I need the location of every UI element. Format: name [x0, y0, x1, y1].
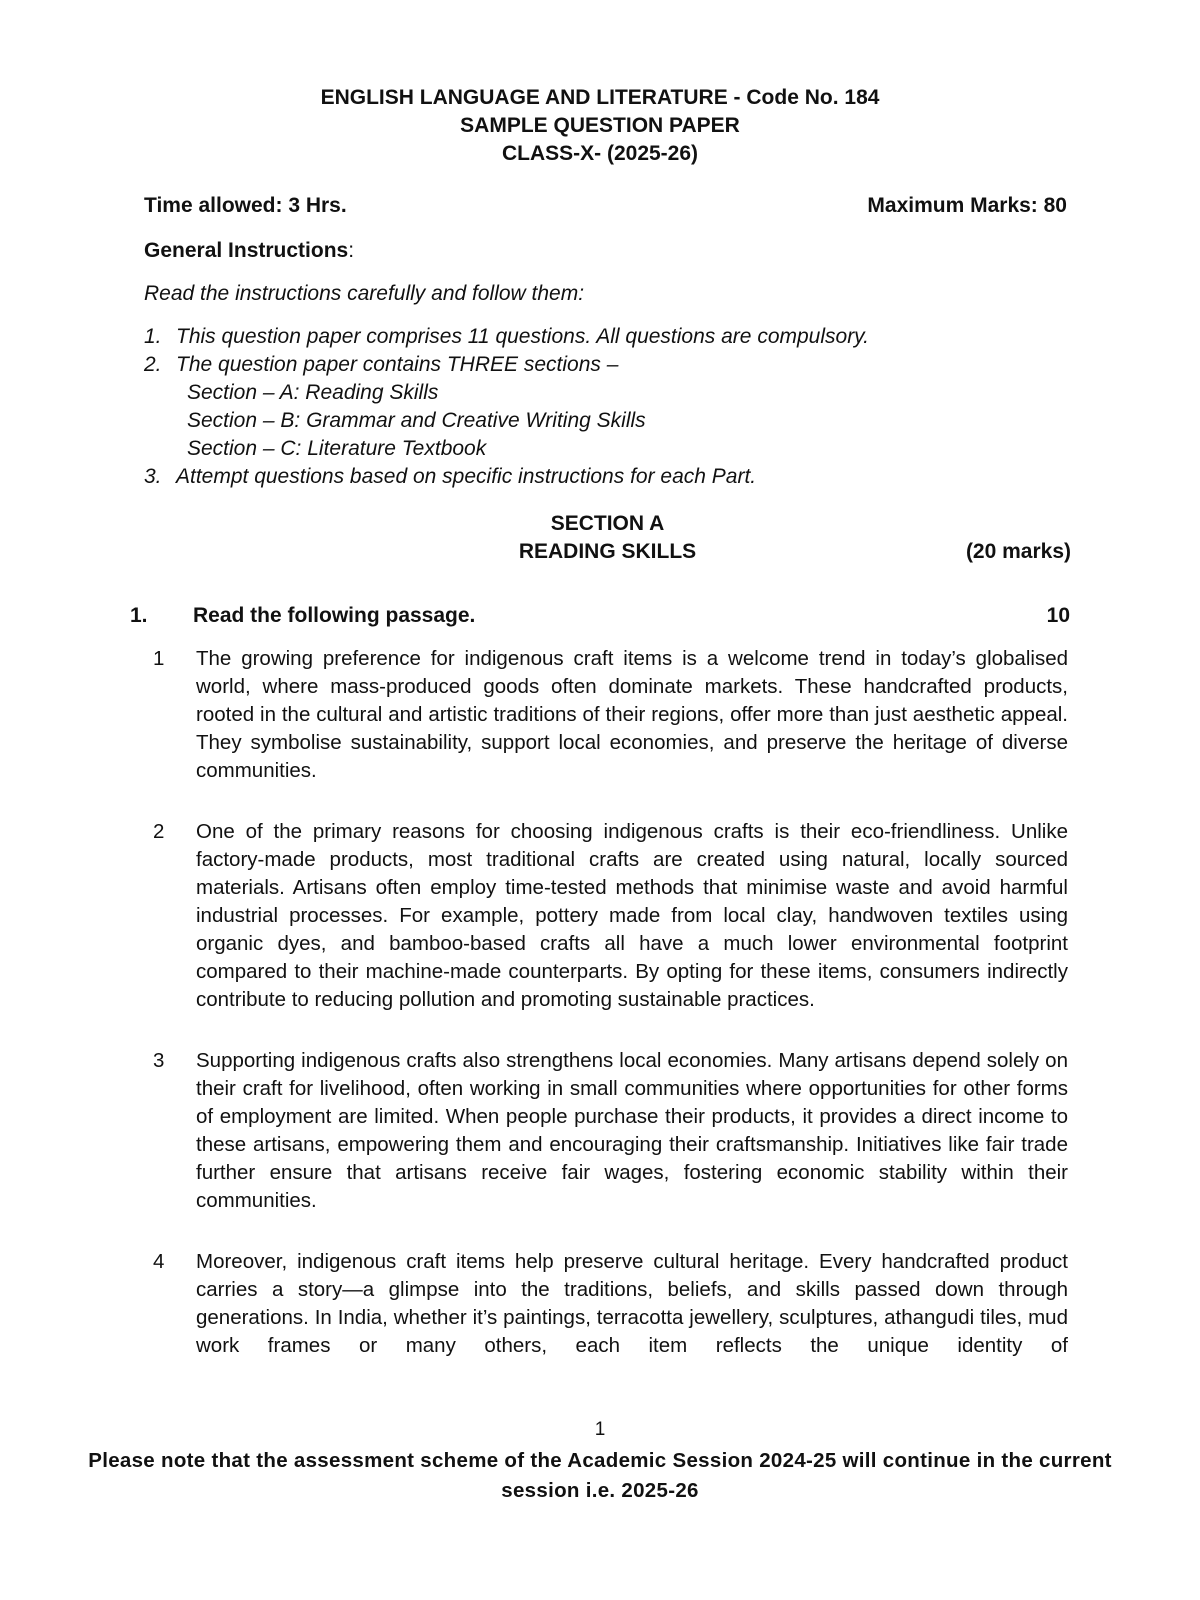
maximum-marks: Maximum Marks: 80 — [867, 194, 1067, 217]
section-subtitle: READING SKILLS — [518, 540, 697, 563]
page-number: 1 — [594, 1419, 606, 1440]
paragraph-number: 2 — [153, 820, 165, 843]
passage-paragraph-4 — [153, 1248, 1068, 1360]
instruction-text: The question paper contains THREE sections – — [176, 353, 619, 376]
instructions-intro: Read the instructions carefully and follow them: — [144, 282, 585, 305]
instruction-text: This question paper comprises 11 questions. All questions are compulsory. — [176, 325, 869, 348]
general-instructions-heading — [144, 237, 1067, 265]
section-marks: (20 marks) — [965, 540, 1071, 563]
passage-paragraph-2 — [153, 818, 1068, 1014]
class-session: CLASS-X- (2025-26) — [501, 142, 699, 165]
time-allowed: Time allowed: 3 Hrs. — [144, 194, 347, 217]
instruction-item-1 — [144, 323, 1067, 351]
section-list-item-b: Section – B: Grammar and Creative Writing Skills — [187, 409, 646, 432]
passage-paragraph-1 — [153, 645, 1068, 785]
footer-note: Please note that the assessment scheme of the Academic Session 2024-25 will continue in the current session i.e. 2025-26 — [88, 1449, 1112, 1502]
paragraph-text: Supporting indigenous crafts also strengthens local economies. Many artisans depend solely on their craft for livelihood, often working in small communities where opportunities for other forms of employment are limited. When people purchase their products, it provides a direct income to these artisans, empowering them and encouraging their craftsmanship. Initiatives like fair trade further ensure that artisans receive fair wages, fostering economic stability within their communities. — [196, 1049, 1068, 1212]
paper-subtitle: SAMPLE QUESTION PAPER — [460, 114, 740, 137]
instruction-number: 3. — [144, 465, 162, 488]
instruction-item-3 — [144, 463, 1067, 491]
paragraph-number: 4 — [153, 1250, 165, 1273]
instruction-item-2 — [144, 351, 1067, 379]
question-number: 1. — [130, 604, 148, 627]
paragraph-number: 1 — [153, 647, 165, 670]
paragraph-number: 3 — [153, 1049, 165, 1072]
paragraph-text: Moreover, indigenous craft items help preserve cultural heritage. Every handcrafted product carries a story—a glimpse into the traditions, beliefs, and skills passed down through generations. In India, whether it’s paintings, terracotta jewellery, sculptures, athangudi tiles, mud work frames or many others, each item reflects the unique identity of — [196, 1250, 1068, 1357]
question-text: Read the following passage. — [193, 604, 476, 627]
question-marks: 10 — [1046, 604, 1070, 627]
paragraph-text: One of the primary reasons for choosing indigenous crafts is their eco-friendliness. Unlike factory-made products, most traditional crafts are created using natural, locally sourced materials. Artisans often employ time-tested methods that minimise waste and avoid harmful industrial processes. For example, pottery made from local clay, handwoven textiles using organic dyes, and bamboo-based crafts all have a much lower environmental footprint compared to their machine-made counterparts. By opting for these items, consumers indirectly contribute to reducing pollution and promoting sustainable practices. — [196, 820, 1068, 1011]
title-block — [0, 0, 1200, 168]
instruction-number: 2. — [144, 353, 162, 376]
section-title: SECTION A — [550, 512, 665, 535]
meta-row — [144, 192, 1067, 220]
section-a-heading — [144, 510, 1071, 566]
paper-title: ENGLISH LANGUAGE AND LITERATURE - Code No. 184 — [320, 86, 880, 109]
general-instructions-colon: : — [348, 239, 355, 262]
instruction-number: 1. — [144, 325, 162, 348]
general-instructions-label: General Instructions — [144, 239, 349, 262]
paragraph-text: The growing preference for indigenous craft items is a welcome trend in today’s globalised world, where mass-produced goods often dominate markets. These handcrafted products, rooted in the cultural and artistic traditions of their regions, offer more than just aesthetic appeal. They symbolise sustainability, support local economies, and preserve the heritage of diverse communities. — [196, 647, 1068, 782]
section-list-item-c: Section – C: Literature Textbook — [187, 437, 487, 460]
question-1-row — [130, 602, 1070, 630]
instruction-text: Attempt questions based on specific instructions for each Part. — [176, 465, 757, 488]
passage-paragraph-3 — [153, 1047, 1068, 1215]
general-instructions — [144, 280, 1067, 491]
reading-passage — [153, 645, 1068, 1360]
section-list-item-a: Section – A: Reading Skills — [187, 381, 439, 404]
